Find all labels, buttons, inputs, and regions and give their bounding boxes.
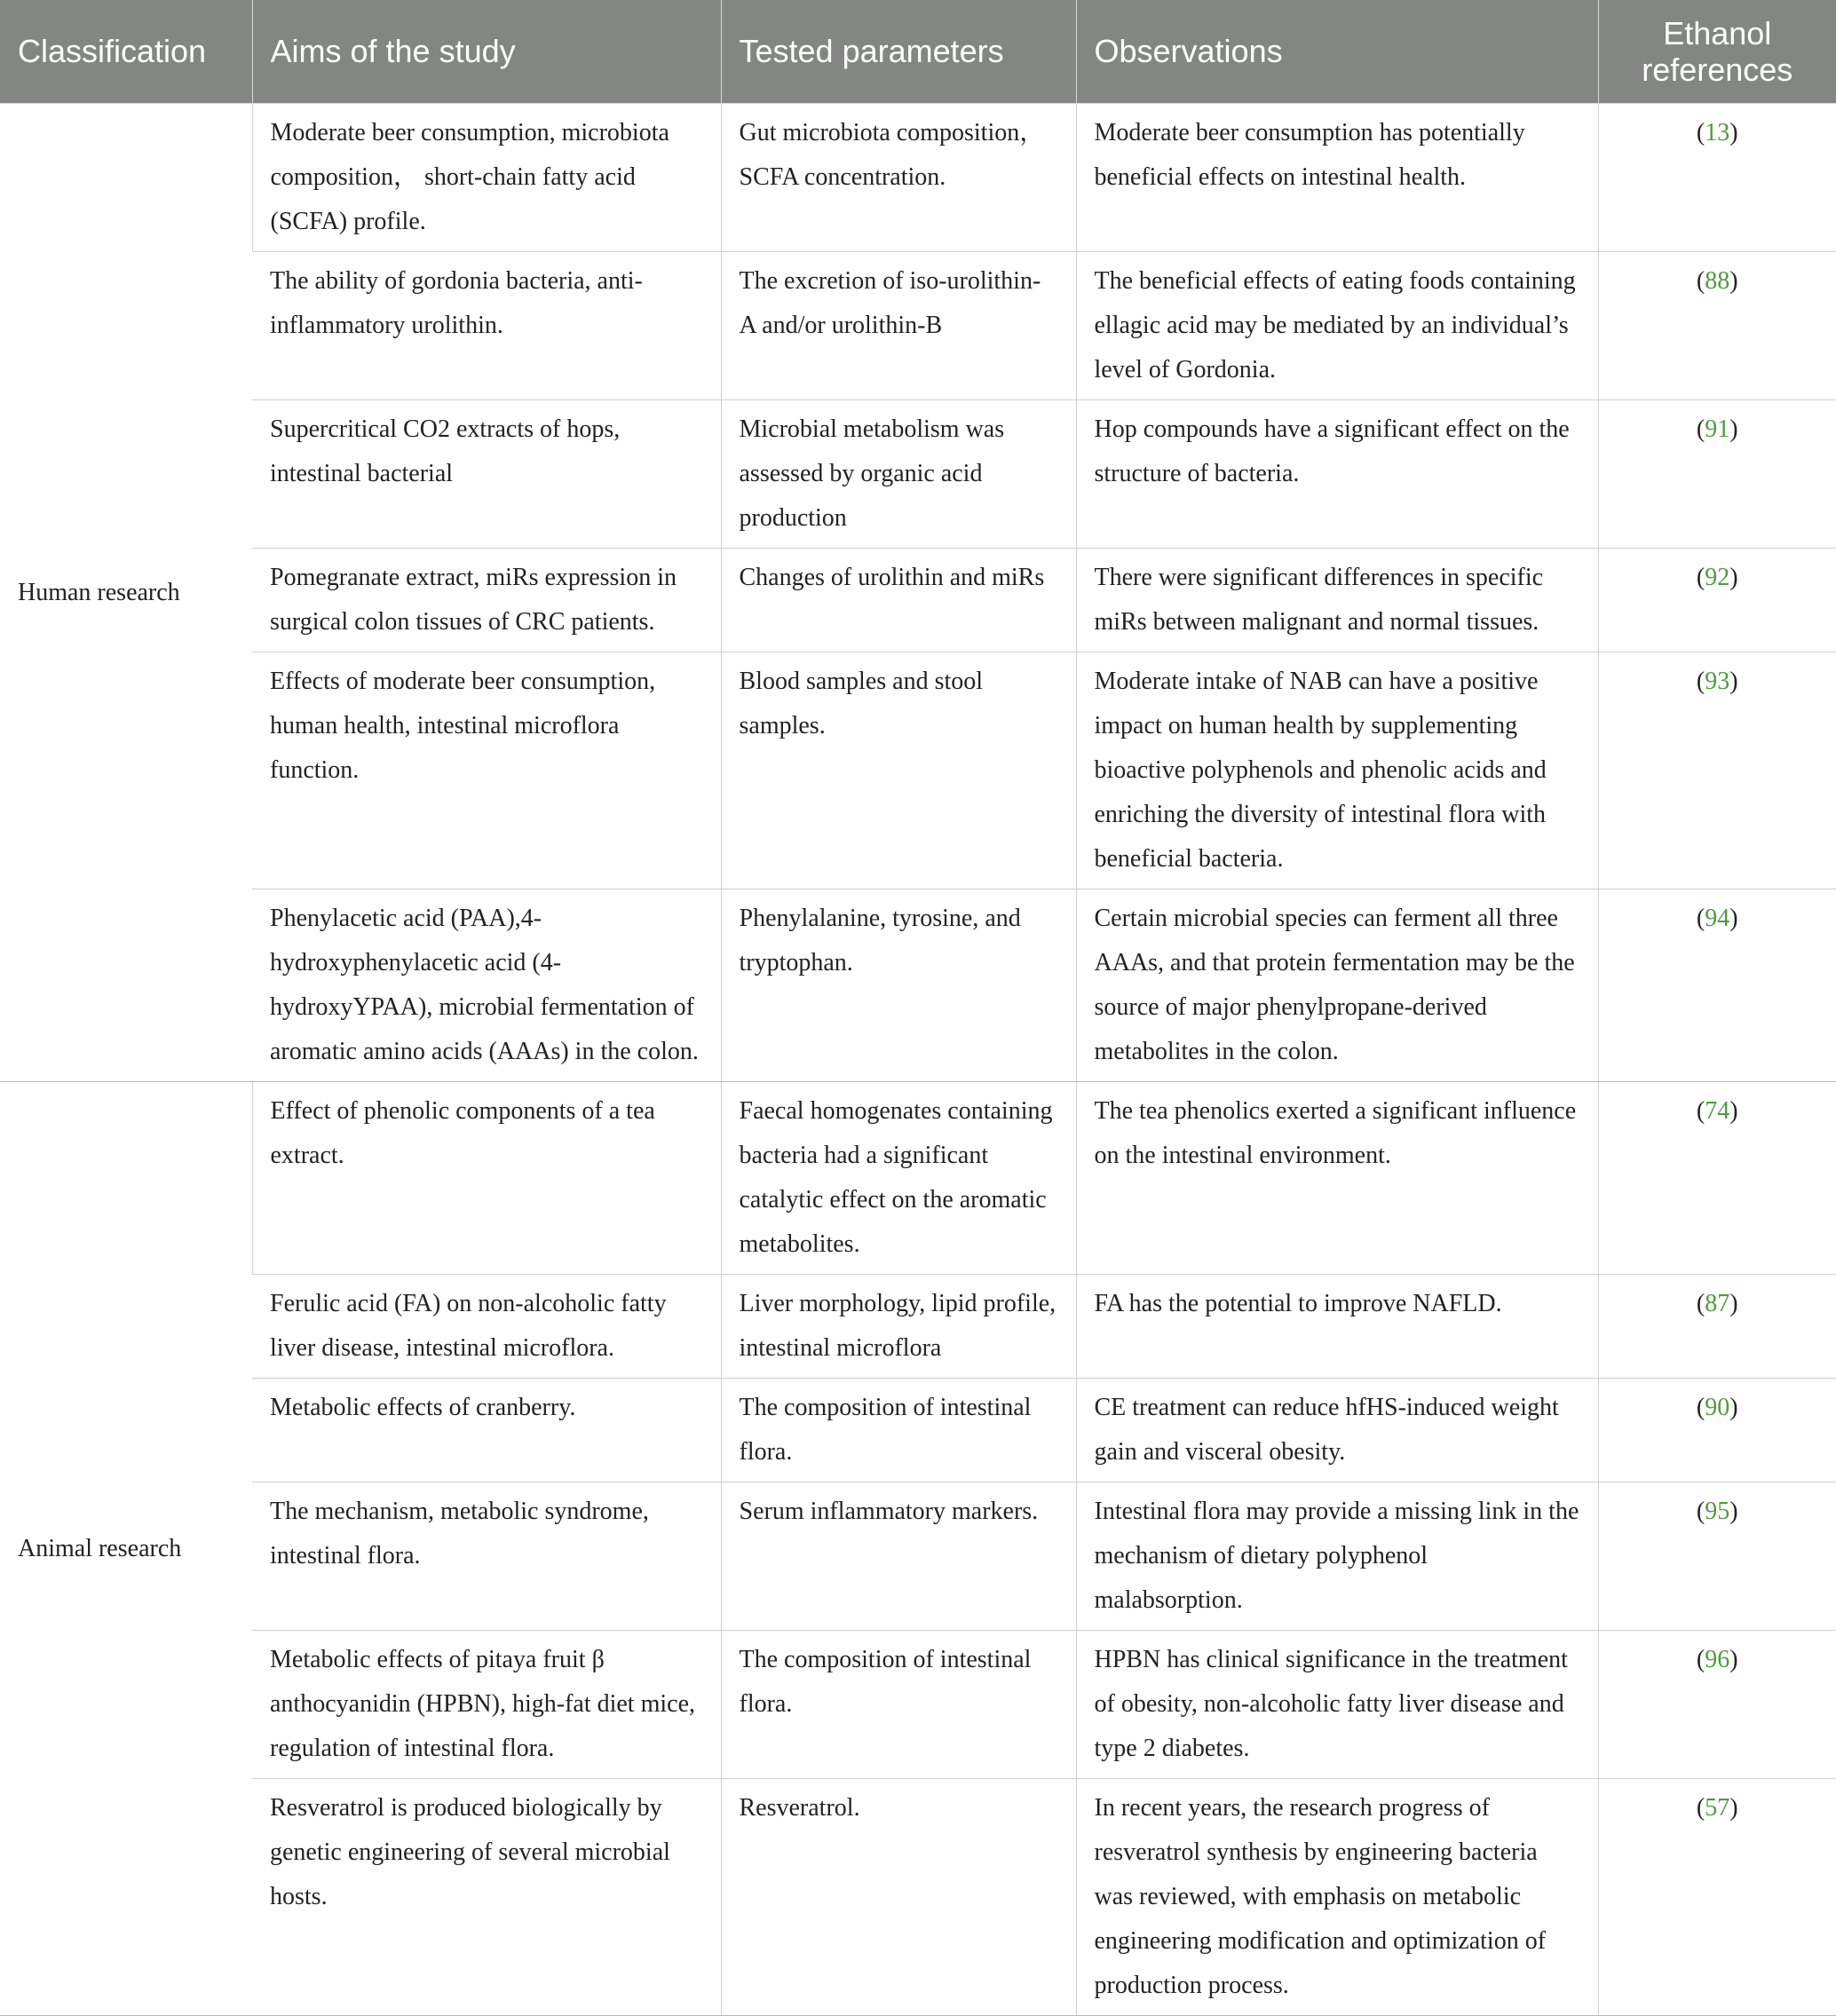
- table-row: [0, 1779, 1836, 2016]
- parameters-cell: Resveratrol.: [721, 1779, 1076, 2016]
- table-row: [0, 1082, 1836, 1275]
- table-row: [0, 889, 1836, 1082]
- parameters-cell: The composition of intestinal flora.: [721, 1379, 1076, 1482]
- parameters-cell: Liver morphology, lipid profile, intestinal microflora: [721, 1275, 1076, 1379]
- reference-cell: (91): [1598, 400, 1836, 549]
- reference-link[interactable]: 90: [1705, 1394, 1730, 1421]
- reference-cell: (96): [1598, 1631, 1836, 1779]
- reference-link[interactable]: 96: [1705, 1646, 1730, 1673]
- table-row: [0, 1631, 1836, 1779]
- header-parameters: Tested parameters: [721, 0, 1076, 104]
- table-header: [0, 0, 1836, 104]
- aim-cell: Ferulic acid (FA) on non-alcoholic fatty liver disease, intestinal microflora.: [252, 1275, 721, 1379]
- reference-cell: (90): [1598, 1379, 1836, 1482]
- parameters-cell: Gut microbiota composition，SCFA concentration.: [721, 104, 1076, 252]
- parameters-cell: The excretion of iso-urolithin-A and/or urolithin-B: [721, 252, 1076, 400]
- aim-cell: Effects of moderate beer consumption, human health, intestinal microflora function.: [252, 652, 721, 889]
- aim-cell: The ability of gordonia bacteria, anti-inflammatory urolithin.: [252, 252, 721, 400]
- observations-cell: The tea phenolics exerted a significant influence on the intestinal environment.: [1076, 1082, 1598, 1275]
- reference-link[interactable]: 13: [1705, 119, 1730, 146]
- parameters-cell: The composition of intestinal flora.: [721, 1631, 1076, 1779]
- aim-cell: The mechanism, metabolic syndrome, intestinal flora.: [252, 1482, 721, 1631]
- header-references: Ethanol references: [1598, 0, 1836, 104]
- observations-cell: Intestinal flora may provide a missing link in the mechanism of dietary polyphenol malabsorption.: [1076, 1482, 1598, 1631]
- parameters-cell: Faecal homogenates containing bacteria had a significant catalytic effect on the aromatic metabolites.: [721, 1082, 1076, 1275]
- observations-cell: Hop compounds have a significant effect on the structure of bacteria.: [1076, 400, 1598, 549]
- observations-cell: There were significant differences in specific miRs between malignant and normal tissues.: [1076, 549, 1598, 652]
- reference-link[interactable]: 92: [1705, 564, 1730, 591]
- reference-link[interactable]: 74: [1705, 1097, 1730, 1125]
- reference-link[interactable]: 95: [1705, 1498, 1730, 1525]
- table-row: [0, 549, 1836, 652]
- reference-cell: (13): [1598, 104, 1836, 252]
- reference-cell: (95): [1598, 1482, 1836, 1631]
- table-row: [0, 400, 1836, 549]
- reference-link[interactable]: 94: [1705, 905, 1730, 932]
- reference-cell: (74): [1598, 1082, 1836, 1275]
- table-row: [0, 1379, 1836, 1482]
- aim-cell: Metabolic effects of cranberry.: [252, 1379, 721, 1482]
- reference-cell: (57): [1598, 1779, 1836, 2016]
- reference-cell: (94): [1598, 889, 1836, 1082]
- observations-cell: HPBN has clinical significance in the treatment of obesity, non-alcoholic fatty liver disease and type 2 diabetes.: [1076, 1631, 1598, 1779]
- table-row: [0, 652, 1836, 889]
- classification-cell: Animal research: [0, 1082, 252, 2016]
- reference-link[interactable]: 57: [1705, 1794, 1730, 1822]
- parameters-cell: Blood samples and stool samples.: [721, 652, 1076, 889]
- parameters-cell: Changes of urolithin and miRs: [721, 549, 1076, 652]
- aim-cell: Metabolic effects of pitaya fruit β anthocyanidin (HPBN), high-fat diet mice, regulation of intestinal flora.: [252, 1631, 721, 1779]
- table-row: [0, 1275, 1836, 1379]
- header-classification: Classification: [0, 0, 252, 104]
- observations-cell: FA has the potential to improve NAFLD.: [1076, 1275, 1598, 1379]
- aim-cell: Effect of phenolic components of a tea extract.: [252, 1082, 721, 1275]
- reference-link[interactable]: 87: [1705, 1290, 1730, 1317]
- aim-cell: Phenylacetic acid (PAA),4-hydroxyphenylacetic acid (4-hydroxyYPAA), microbial fermentation of aromatic amino acids (AAAs) in the colon.: [252, 889, 721, 1082]
- reference-link[interactable]: 93: [1705, 668, 1730, 695]
- observations-cell: In recent years, the research progress of resveratrol synthesis by engineering bacteria was reviewed, with emphasis on metabolic engineering modification and optimization of production process.: [1076, 1779, 1598, 2016]
- reference-cell: (93): [1598, 652, 1836, 889]
- parameters-cell: Phenylalanine, tyrosine, and tryptophan.: [721, 889, 1076, 1082]
- reference-cell: (87): [1598, 1275, 1836, 1379]
- parameters-cell: Microbial metabolism was assessed by organic acid production: [721, 400, 1076, 549]
- aim-cell: Resveratrol is produced biologically by genetic engineering of several microbial hosts.: [252, 1779, 721, 2016]
- table-row: [0, 1482, 1836, 1631]
- parameters-cell: Serum inflammatory markers.: [721, 1482, 1076, 1631]
- reference-cell: (92): [1598, 549, 1836, 652]
- observations-cell: Certain microbial species can ferment all three AAAs, and that protein fermentation may be the source of major phenylpropane-derived metabolites in the colon.: [1076, 889, 1598, 1082]
- aim-cell: Moderate beer consumption, microbiota composition， short-chain fatty acid (SCFA) profile.: [252, 104, 721, 252]
- table-row: [0, 252, 1836, 400]
- reference-link[interactable]: 88: [1705, 267, 1730, 295]
- aim-cell: Pomegranate extract, miRs expression in surgical colon tissues of CRC patients.: [252, 549, 721, 652]
- observations-cell: CE treatment can reduce hfHS-induced weight gain and visceral obesity.: [1076, 1379, 1598, 1482]
- table-body: [0, 104, 1836, 2016]
- reference-link[interactable]: 91: [1705, 415, 1730, 443]
- reference-cell: (88): [1598, 252, 1836, 400]
- table-row: [0, 104, 1836, 252]
- observations-cell: Moderate intake of NAB can have a positive impact on human health by supplementing bioactive polyphenols and phenolic acids and enriching the diversity of intestinal flora with beneficial bacteria.: [1076, 652, 1598, 889]
- aim-cell: Supercritical CO2 extracts of hops, intestinal bacterial: [252, 400, 721, 549]
- observations-cell: The beneficial effects of eating foods containing ellagic acid may be mediated by an individual’s level of Gordonia.: [1076, 252, 1598, 400]
- observations-cell: Moderate beer consumption has potentially beneficial effects on intestinal health.: [1076, 104, 1598, 252]
- classification-cell: Human research: [0, 104, 252, 1082]
- header-observations: Observations: [1076, 0, 1598, 104]
- header-aims: Aims of the study: [252, 0, 721, 104]
